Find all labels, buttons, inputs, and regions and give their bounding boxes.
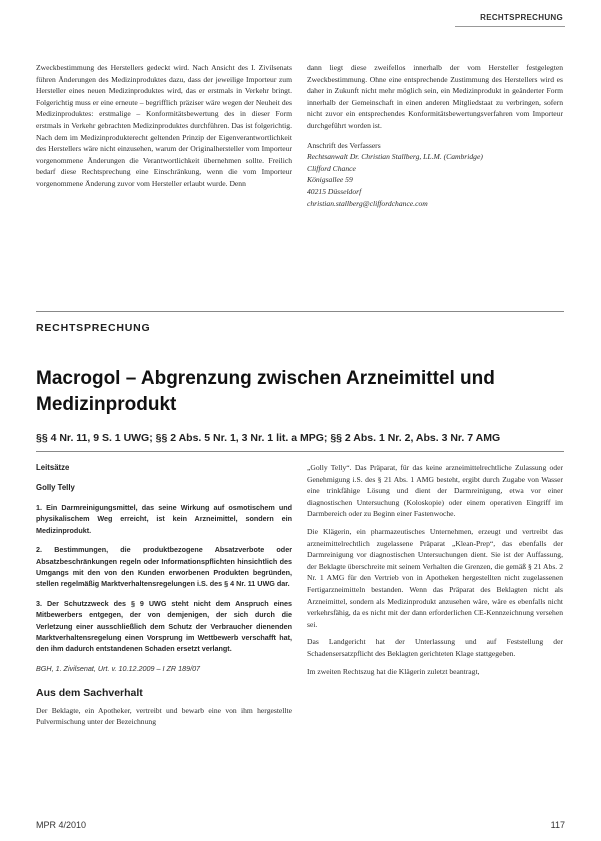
body-paragraph: Im zweiten Rechtszug hat die Klägerin zuletzt beantragt, — [307, 666, 480, 676]
facts-intro: Der Beklagte, ein Apotheker, vertreibt und bewarb eine von ihm hergestellte Pulvermischung unter der Bezeichnung — [36, 705, 292, 727]
headnote-1: 1. Ein Darmreinigungsmittel, das seine Wirkung auf osmotischem und physikalischem Weg erreicht, ist kein Arzneimittel, sondern ein Medizinprodukt. — [36, 503, 292, 535]
author-address-block — [307, 140, 563, 210]
headnote-2: 2. Bestimmungen, die produktbezogene Absatzverbote oder Absatzbeschränkungen regeln oder Informationspflichten hinsichtlich des Umgangs mit den von den Kunden erworbenen Produkten begründen, stellen regelmäßig Marktverhaltensregelungen i.S. des § 4 Nr. 11 UWG dar. — [36, 545, 292, 589]
case-name: Golly Telly — [36, 483, 75, 492]
article-right-column — [307, 462, 563, 683]
article-statutes: §§ 4 Nr. 11, 9 S. 1 UWG; §§ 2 Abs. 5 Nr. 1, 3 Nr. 1 lit. a MPG; §§ 2 Abs. 1 Nr. 2, Abs. 3 Nr. 7 AMG — [36, 432, 501, 444]
body-paragraph: Das Landgericht hat der Unterlassung und auf Feststellung der Schadensersatzpflicht des Beklagten gerichteten Klage stattgegeben. — [307, 637, 563, 658]
prior-article-right-column — [307, 62, 563, 209]
author-label: Anschrift des Verfassers — [307, 140, 381, 150]
page-number: 117 — [550, 820, 565, 830]
prior-article-left-column — [36, 62, 292, 190]
author-city: 40215 Düsseldorf — [307, 186, 362, 196]
running-head: RECHTSPRECHUNG — [480, 13, 563, 22]
article-left-column — [36, 462, 292, 728]
section-label: RECHTSPRECHUNG — [36, 322, 151, 334]
subtitle-divider — [36, 451, 564, 452]
prior-article-paragraph: Zweckbestimmung des Herstellers gedeckt wird. Nach Ansicht des I. Zivilsenats führen Änderungen des Medizinproduktes dazu, dass der jeweilige Importeur zum Hersteller eines neuen Medizinproduktes wird, das er erstmals in Verkehr bringt. Folgerichtig muss er eine erneute – begrifflich präziser wäre wegen der Neuheit des Medizinproduktes: erstmalige – Konformitätsbewertung des in dieser Form erstmals in Verkehr gebrachten Medizinproduktes durchführen. Das ist folgerichtig. Nach dem im Medizinprodukterecht geltenden Prinzip der Eigenverantwortlichkeit des Herstellers wäre nicht einzusehen, warum der Originalhersteller vom Importeur vorgenommene Änderungen die Verantwortlichkeit übernehmen sollte. Freilich bedarf diese Rechtsprechung eine Einschränkung, wenn die vom Importeur vorgenommene Änderung zuvor vom Hersteller erlaubt wurde. Denn — [36, 63, 292, 188]
headnote-3: 3. Der Schutzzweck des § 9 UWG steht nicht dem Anspruch eines Mitbewerbers entgegen, der von demjenigen, der sich durch die Verletzung einer ausschließlich dem Schutz der Verbraucher dienenden Marktverhaltensregelung einen Vorsprung im Wettbewerb verschafft hat, den ihm dadurch entstandenen Schaden ersetzt verlangt. — [36, 598, 292, 654]
prior-article-paragraph: dann liegt diese zweifellos innerhalb der vom Hersteller festgelegten Zweckbestimmung. Ohne eine entsprechende Zustimmung des Herstellers wird es daher in Zukunft nicht mehr möglich sein, ein Medizinprodukt in geänderter Form innerhalb der Gemeinschaft in einen anderen Mitgliedstaat zu verbringen, sofern nicht zuvor ein entsprechendes Konformitätsbewertungsverfahren vom Importeur durchgeführt worden ist. — [307, 63, 563, 130]
header-divider — [455, 26, 565, 27]
headnotes-label: Leitsätze — [36, 463, 70, 472]
journal-issue: MPR 4/2010 — [36, 820, 87, 830]
article-title: Macrogol – Abgrenzung zwischen Arzneimittel und Medizinprodukt — [36, 368, 495, 415]
body-paragraph: Die Klägerin, ein pharmazeutisches Unternehmen, erzeugt und vertreibt das arzneimittelrechtlich zugelassene Präparat „Klean-Prep“, das ebenfalls der Darmreinigung vor diagnostischen Untersuchungen dient. Sie ist der Auffassung, der Beklagte überschreite mit seinem Verhalten die Grenzen, die gemäß § 21 Abs. 2 Nr. 1 AMG für den Vertrieb von in Apotheken hergestellten nicht zugelassenen Fertigarzneimitteln bestanden. Wenn das Präparat des Beklagten nicht als Arzneimittel, sondern als Medizinprodukt anzusehen wäre, wäre es ebenfalls nicht verkehrsfähig, da es nicht mit der dann erforderlichen CE-Kennzeichnung versehen sei. — [307, 526, 563, 629]
court-citation: BGH, 1. Zivilsenat, Urt. v. 10.12.2009 – I ZR 189/07 — [36, 663, 201, 673]
author-firm: Clifford Chance — [307, 163, 356, 173]
author-name: Rechtsanwalt Dr. Christian Stallberg, LL.M. (Cambridge) — [307, 152, 483, 162]
body-paragraph: „Golly Telly“. Das Präparat, für das keine arzneimittelrechtliche Zulassung oder Genehmigung i.S. des § 21 Abs. 1 AMG besteht, ergibt durch Zugabe von Wasser eine trinkfähige Lösung und dient der Darmreinigung, etwa vor einer diagnostischen Untersuchung (Koloskopie) oder einem operativen Eingriff im Darmbereich oder zu Beginn einer Fastenwoche. — [307, 463, 563, 519]
facts-heading: Aus dem Sachverhalt — [36, 686, 143, 699]
author-street: Königsallee 59 — [307, 175, 353, 185]
author-email: christian.stallberg@cliffordchance.com — [307, 198, 428, 208]
section-divider — [36, 311, 564, 312]
